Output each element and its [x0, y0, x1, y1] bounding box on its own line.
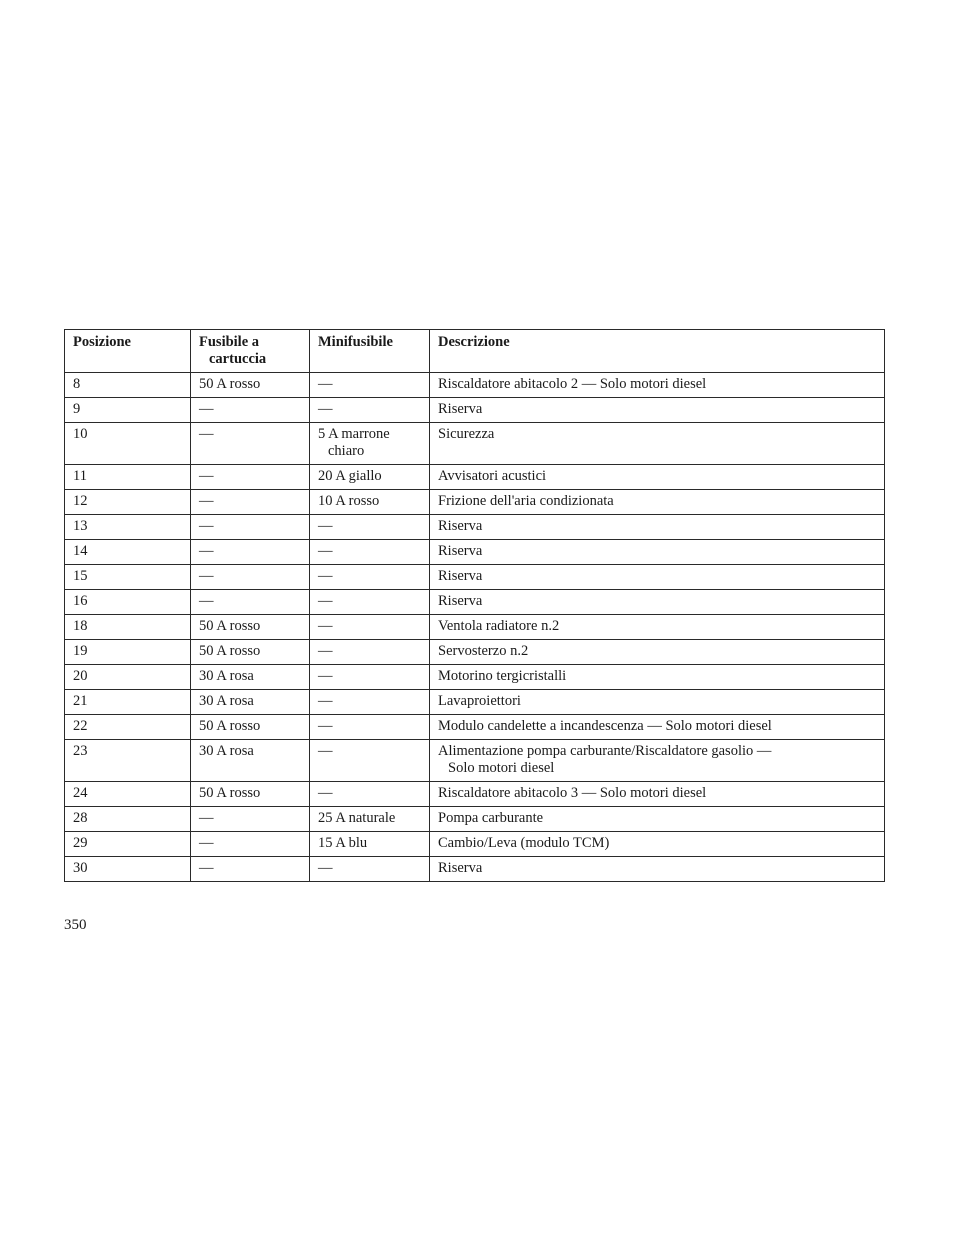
cell-text: 11	[73, 468, 87, 484]
cell-text: —	[199, 860, 214, 876]
fusibile-cell	[191, 615, 310, 640]
descrizione-cell	[430, 465, 885, 490]
cell-text: 30 A rosa	[199, 668, 254, 684]
cell-text: 15 A blu	[318, 835, 368, 851]
cell-text: —	[318, 860, 333, 876]
descrizione-cell	[430, 490, 885, 515]
header-minifusibile	[310, 330, 430, 373]
table-header	[65, 330, 885, 373]
fusibile-cell	[191, 665, 310, 690]
minifusibile-cell	[310, 857, 430, 882]
descrizione-cell	[430, 690, 885, 715]
minifusibile-cell	[310, 423, 430, 465]
table-row	[65, 490, 885, 515]
fusibile-cell	[191, 832, 310, 857]
cell-text: —	[199, 568, 214, 584]
fuse-table	[64, 329, 885, 882]
cell-text: 5 A marrone chiaro	[318, 426, 390, 459]
cell-text: —	[318, 401, 333, 417]
cell-text: 19	[73, 643, 88, 659]
descrizione-cell	[430, 715, 885, 740]
table-row	[65, 640, 885, 665]
cell-text: —	[318, 693, 333, 709]
cell-text: —	[318, 518, 333, 534]
cell-text: 29	[73, 835, 88, 851]
cell-text: 21	[73, 693, 88, 709]
posizione-cell	[65, 640, 191, 665]
table-row	[65, 373, 885, 398]
header-text: Descrizione	[438, 334, 510, 350]
posizione-cell	[65, 690, 191, 715]
cell-text: 20	[73, 668, 88, 684]
minifusibile-cell	[310, 373, 430, 398]
cell-text: 50 A rosso	[199, 618, 261, 634]
table-row	[65, 423, 885, 465]
table-row	[65, 590, 885, 615]
header-text: Posizione	[73, 334, 131, 350]
descrizione-cell	[430, 782, 885, 807]
cell-text: Avvisatori acustici	[438, 468, 547, 484]
cell-text: —	[199, 426, 214, 442]
posizione-cell	[65, 465, 191, 490]
minifusibile-cell	[310, 398, 430, 423]
cell-text: 30	[73, 860, 88, 876]
cell-text: Servosterzo n.2	[438, 643, 529, 659]
cell-text: 20 A giallo	[318, 468, 382, 484]
minifusibile-cell	[310, 590, 430, 615]
fusibile-cell	[191, 690, 310, 715]
header-row	[65, 330, 885, 373]
cell-text: Modulo candelette a incandescenza — Solo motori diesel	[438, 718, 772, 734]
table-row	[65, 515, 885, 540]
cell-text: —	[318, 718, 333, 734]
descrizione-cell	[430, 565, 885, 590]
cell-text: Cambio/Leva (modulo TCM)	[438, 835, 610, 851]
fusibile-cell	[191, 565, 310, 590]
cell-text: 23	[73, 743, 88, 759]
cell-text: 10	[73, 426, 88, 442]
table-row	[65, 565, 885, 590]
descrizione-cell	[430, 857, 885, 882]
table-row	[65, 807, 885, 832]
table-body	[65, 373, 885, 882]
posizione-cell	[65, 398, 191, 423]
descrizione-cell	[430, 590, 885, 615]
posizione-cell	[65, 832, 191, 857]
cell-text: 15	[73, 568, 88, 584]
fusibile-cell	[191, 465, 310, 490]
descrizione-cell	[430, 373, 885, 398]
cell-text: 8	[73, 376, 81, 392]
table-row	[65, 857, 885, 882]
cell-text: Riserva	[438, 543, 483, 559]
descrizione-cell	[430, 640, 885, 665]
minifusibile-cell	[310, 690, 430, 715]
descrizione-cell	[430, 398, 885, 423]
table-row	[65, 665, 885, 690]
cell-text: Lavaproiettori	[438, 693, 521, 709]
cell-text: 10 A rosso	[318, 493, 380, 509]
header-descrizione	[430, 330, 885, 373]
posizione-cell	[65, 540, 191, 565]
descrizione-cell	[430, 615, 885, 640]
cell-text: Riserva	[438, 593, 483, 609]
cell-text: 14	[73, 543, 88, 559]
fusibile-cell	[191, 715, 310, 740]
posizione-cell	[65, 373, 191, 398]
cell-text: 22	[73, 718, 88, 734]
cell-text: —	[318, 376, 333, 392]
posizione-cell	[65, 490, 191, 515]
cell-text: —	[199, 810, 214, 826]
fusibile-cell	[191, 398, 310, 423]
minifusibile-cell	[310, 665, 430, 690]
cell-text: 16	[73, 593, 88, 609]
cell-text: —	[318, 785, 333, 801]
cell-text: Riscaldatore abitacolo 2 — Solo motori diesel	[438, 376, 707, 392]
cell-text: Riserva	[438, 568, 483, 584]
cell-text: Frizione dell'aria condizionata	[438, 493, 614, 509]
cell-text: 28	[73, 810, 88, 826]
cell-text: 24	[73, 785, 88, 801]
cell-text: Riserva	[438, 401, 483, 417]
table-row	[65, 465, 885, 490]
cell-text: —	[318, 668, 333, 684]
cell-text: —	[318, 593, 333, 609]
minifusibile-cell	[310, 515, 430, 540]
posizione-cell	[65, 740, 191, 782]
descrizione-cell	[430, 665, 885, 690]
fusibile-cell	[191, 807, 310, 832]
header-posizione	[65, 330, 191, 373]
cell-text: —	[318, 618, 333, 634]
cell-text: 30 A rosa	[199, 743, 254, 759]
table-row	[65, 540, 885, 565]
posizione-cell	[65, 590, 191, 615]
posizione-cell	[65, 665, 191, 690]
table-row	[65, 740, 885, 782]
table-row	[65, 715, 885, 740]
header-fusibile-a-cartuccia	[191, 330, 310, 373]
cell-text: —	[199, 835, 214, 851]
cell-text: —	[318, 643, 333, 659]
descrizione-cell	[430, 515, 885, 540]
cell-text: Motorino tergicristalli	[438, 668, 567, 684]
cell-text: Sicurezza	[438, 426, 495, 442]
posizione-cell	[65, 515, 191, 540]
cell-text: 50 A rosso	[199, 718, 261, 734]
minifusibile-cell	[310, 540, 430, 565]
fusibile-cell	[191, 515, 310, 540]
minifusibile-cell	[310, 740, 430, 782]
posizione-cell	[65, 715, 191, 740]
minifusibile-cell	[310, 715, 430, 740]
cell-text: Riserva	[438, 860, 483, 876]
table-row	[65, 615, 885, 640]
minifusibile-cell	[310, 490, 430, 515]
minifusibile-cell	[310, 782, 430, 807]
posizione-cell	[65, 423, 191, 465]
cell-text: 50 A rosso	[199, 376, 261, 392]
cell-text: 9	[73, 401, 81, 417]
cell-text: Riscaldatore abitacolo 3 — Solo motori diesel	[438, 785, 707, 801]
table-row	[65, 782, 885, 807]
posizione-cell	[65, 807, 191, 832]
descrizione-cell	[430, 740, 885, 782]
descrizione-cell	[430, 423, 885, 465]
cell-text: 12	[73, 493, 88, 509]
cell-text: —	[199, 401, 214, 417]
cell-text: —	[199, 493, 214, 509]
posizione-cell	[65, 782, 191, 807]
minifusibile-cell	[310, 807, 430, 832]
minifusibile-cell	[310, 565, 430, 590]
fusibile-cell	[191, 640, 310, 665]
cell-text: —	[318, 743, 333, 759]
cell-text: Alimentazione pompa carburante/Riscaldatore gasolio — Solo motori diesel	[438, 743, 772, 776]
cell-text: Pompa carburante	[438, 810, 544, 826]
minifusibile-cell	[310, 640, 430, 665]
table-row	[65, 398, 885, 423]
cell-text: —	[318, 568, 333, 584]
header-text: Minifusibile	[318, 334, 393, 350]
cell-text: 50 A rosso	[199, 643, 261, 659]
fusibile-cell	[191, 490, 310, 515]
fusibile-cell	[191, 590, 310, 615]
minifusibile-cell	[310, 615, 430, 640]
minifusibile-cell	[310, 832, 430, 857]
descrizione-cell	[430, 540, 885, 565]
posizione-cell	[65, 565, 191, 590]
header-text: Fusibile a cartuccia	[199, 334, 267, 367]
cell-text: 13	[73, 518, 88, 534]
cell-text: —	[318, 543, 333, 559]
table-row	[65, 690, 885, 715]
fusibile-cell	[191, 740, 310, 782]
fusibile-cell	[191, 540, 310, 565]
descrizione-cell	[430, 832, 885, 857]
cell-text: 18	[73, 618, 88, 634]
page-number: 350	[64, 917, 87, 933]
cell-text: 50 A rosso	[199, 785, 261, 801]
posizione-cell	[65, 857, 191, 882]
cell-text: —	[199, 543, 214, 559]
cell-text: 25 A naturale	[318, 810, 396, 826]
cell-text: 30 A rosa	[199, 693, 254, 709]
posizione-cell	[65, 615, 191, 640]
fusibile-cell	[191, 782, 310, 807]
fusibile-cell	[191, 373, 310, 398]
table-row	[65, 832, 885, 857]
cell-text: —	[199, 468, 214, 484]
minifusibile-cell	[310, 465, 430, 490]
cell-text: —	[199, 593, 214, 609]
fusibile-cell	[191, 423, 310, 465]
descrizione-cell	[430, 807, 885, 832]
cell-text: Ventola radiatore n.2	[438, 618, 560, 634]
cell-text: —	[199, 518, 214, 534]
fusibile-cell	[191, 857, 310, 882]
cell-text: Riserva	[438, 518, 483, 534]
